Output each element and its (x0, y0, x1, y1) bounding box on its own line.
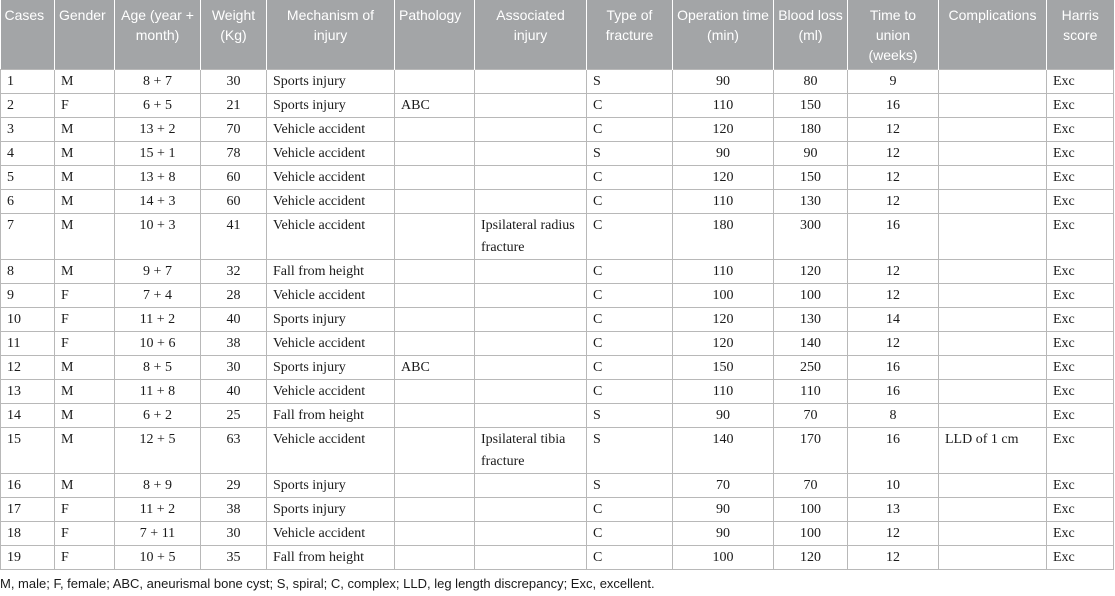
cell-pathology (395, 142, 475, 166)
table-row (1, 308, 1114, 332)
cell-complications (939, 70, 1047, 94)
cell-fracture-type: C (587, 118, 673, 142)
table-body (1, 70, 1114, 570)
cell-mechanism: Vehicle accident (267, 142, 395, 166)
cell-associated-injury (475, 284, 587, 308)
header-operation-time: Operation time (min) (673, 0, 774, 70)
cell-blood-loss: 300 (774, 214, 848, 260)
cell-complications (939, 404, 1047, 428)
cell-fracture-type: S (587, 404, 673, 428)
cell-weight: 70 (201, 118, 267, 142)
cell-pathology (395, 118, 475, 142)
cell-gender: F (55, 498, 115, 522)
header-row (1, 0, 1114, 70)
table-row (1, 166, 1114, 190)
cell-gender: F (55, 94, 115, 118)
cell-case: 4 (1, 142, 55, 166)
table-row (1, 498, 1114, 522)
cell-blood-loss: 80 (774, 70, 848, 94)
cell-fracture-type: C (587, 380, 673, 404)
cell-fracture-type: C (587, 332, 673, 356)
cell-blood-loss: 100 (774, 284, 848, 308)
header-time-to-union: Time to union (weeks) (848, 0, 939, 70)
cell-fracture-type: C (587, 166, 673, 190)
cell-harris-score: Exc (1047, 546, 1114, 570)
cell-operation-time: 90 (673, 522, 774, 546)
cell-case: 5 (1, 166, 55, 190)
header-weight: Weight (Kg) (201, 0, 267, 70)
cell-harris-score: Exc (1047, 522, 1114, 546)
cell-age: 7 + 11 (115, 522, 201, 546)
cell-fracture-type: C (587, 356, 673, 380)
cell-case: 3 (1, 118, 55, 142)
cell-harris-score: Exc (1047, 214, 1114, 260)
cell-gender: M (55, 356, 115, 380)
cell-complications (939, 308, 1047, 332)
table-row (1, 260, 1114, 284)
cell-case: 11 (1, 332, 55, 356)
cell-blood-loss: 100 (774, 522, 848, 546)
cell-gender: M (55, 142, 115, 166)
cell-blood-loss: 90 (774, 142, 848, 166)
cell-complications (939, 214, 1047, 260)
header-mechanism: Mechanism of injury (267, 0, 395, 70)
cell-operation-time: 110 (673, 380, 774, 404)
cell-associated-injury (475, 118, 587, 142)
cell-case: 1 (1, 70, 55, 94)
header-gender: Gender (55, 0, 115, 70)
cell-fracture-type: S (587, 70, 673, 94)
cell-age: 11 + 8 (115, 380, 201, 404)
table-row (1, 522, 1114, 546)
cell-time-to-union: 16 (848, 356, 939, 380)
cell-time-to-union: 16 (848, 94, 939, 118)
cell-case: 16 (1, 474, 55, 498)
cell-blood-loss: 120 (774, 260, 848, 284)
cell-age: 7 + 4 (115, 284, 201, 308)
cell-associated-injury (475, 380, 587, 404)
cell-pathology (395, 498, 475, 522)
cell-fracture-type: C (587, 94, 673, 118)
cell-gender: M (55, 214, 115, 260)
table-row (1, 546, 1114, 570)
header-fracture-type: Type of fracture (587, 0, 673, 70)
cell-complications: LLD of 1 cm (939, 428, 1047, 474)
cell-gender: F (55, 308, 115, 332)
cell-weight: 63 (201, 428, 267, 474)
cell-operation-time: 120 (673, 118, 774, 142)
cell-pathology (395, 380, 475, 404)
cell-mechanism: Sports injury (267, 498, 395, 522)
cell-associated-injury (475, 546, 587, 570)
cell-pathology (395, 190, 475, 214)
cell-case: 19 (1, 546, 55, 570)
cell-gender: F (55, 332, 115, 356)
cell-harris-score: Exc (1047, 166, 1114, 190)
cell-complications (939, 332, 1047, 356)
cell-fracture-type: C (587, 214, 673, 260)
cell-complications (939, 380, 1047, 404)
cell-blood-loss: 100 (774, 498, 848, 522)
table-row (1, 118, 1114, 142)
cell-complications (939, 118, 1047, 142)
cell-operation-time: 110 (673, 94, 774, 118)
header-complications: Complications (939, 0, 1047, 70)
cell-case: 10 (1, 308, 55, 332)
cell-age: 6 + 5 (115, 94, 201, 118)
cell-complications (939, 94, 1047, 118)
table-row (1, 70, 1114, 94)
cell-harris-score: Exc (1047, 474, 1114, 498)
cell-operation-time: 100 (673, 546, 774, 570)
cell-fracture-type: S (587, 428, 673, 474)
cell-associated-injury (475, 94, 587, 118)
cell-complications (939, 546, 1047, 570)
cell-associated-injury: Ipsilateral radius fracture (475, 214, 587, 260)
cell-weight: 32 (201, 260, 267, 284)
cell-fracture-type: C (587, 308, 673, 332)
cell-complications (939, 166, 1047, 190)
cell-gender: M (55, 428, 115, 474)
cell-gender: M (55, 260, 115, 284)
cell-case: 17 (1, 498, 55, 522)
header-cases: Cases (1, 0, 55, 70)
cell-time-to-union: 12 (848, 190, 939, 214)
cell-blood-loss: 170 (774, 428, 848, 474)
cell-operation-time: 150 (673, 356, 774, 380)
cell-gender: F (55, 284, 115, 308)
cell-mechanism: Vehicle accident (267, 332, 395, 356)
cell-time-to-union: 12 (848, 332, 939, 356)
cell-weight: 30 (201, 356, 267, 380)
cell-blood-loss: 110 (774, 380, 848, 404)
cell-age: 15 + 1 (115, 142, 201, 166)
cell-mechanism: Fall from height (267, 546, 395, 570)
header-associated-injury: Associated injury (475, 0, 587, 70)
cell-gender: M (55, 404, 115, 428)
table-row (1, 474, 1114, 498)
cell-operation-time: 90 (673, 404, 774, 428)
cell-mechanism: Fall from height (267, 404, 395, 428)
cell-blood-loss: 130 (774, 190, 848, 214)
cell-time-to-union: 12 (848, 546, 939, 570)
cell-associated-injury (475, 474, 587, 498)
cell-pathology (395, 522, 475, 546)
cell-time-to-union: 16 (848, 380, 939, 404)
cell-gender: M (55, 166, 115, 190)
cell-time-to-union: 9 (848, 70, 939, 94)
cell-harris-score: Exc (1047, 94, 1114, 118)
cell-time-to-union: 12 (848, 166, 939, 190)
cell-weight: 29 (201, 474, 267, 498)
cell-complications (939, 474, 1047, 498)
cell-complications (939, 190, 1047, 214)
cell-complications (939, 522, 1047, 546)
cell-pathology: ABC (395, 356, 475, 380)
cell-harris-score: Exc (1047, 260, 1114, 284)
cell-blood-loss: 70 (774, 474, 848, 498)
cell-age: 10 + 6 (115, 332, 201, 356)
cell-age: 13 + 8 (115, 166, 201, 190)
cell-associated-injury (475, 190, 587, 214)
cell-time-to-union: 12 (848, 522, 939, 546)
cell-case: 8 (1, 260, 55, 284)
table-row (1, 428, 1114, 474)
cell-case: 18 (1, 522, 55, 546)
table-row (1, 142, 1114, 166)
cell-associated-injury (475, 166, 587, 190)
cell-age: 8 + 7 (115, 70, 201, 94)
cell-time-to-union: 12 (848, 260, 939, 284)
cell-gender: M (55, 190, 115, 214)
cell-harris-score: Exc (1047, 332, 1114, 356)
cell-associated-injury (475, 522, 587, 546)
cell-mechanism: Sports injury (267, 70, 395, 94)
cell-weight: 60 (201, 190, 267, 214)
cell-associated-injury (475, 498, 587, 522)
cell-associated-injury: Ipsilateral tibia fracture (475, 428, 587, 474)
table-row (1, 284, 1114, 308)
cell-mechanism: Fall from height (267, 260, 395, 284)
cell-associated-injury (475, 356, 587, 380)
cell-operation-time: 70 (673, 474, 774, 498)
table-row (1, 94, 1114, 118)
table-row (1, 380, 1114, 404)
cell-operation-time: 120 (673, 332, 774, 356)
cell-complications (939, 498, 1047, 522)
cell-blood-loss: 150 (774, 166, 848, 190)
cell-blood-loss: 120 (774, 546, 848, 570)
cell-gender: F (55, 546, 115, 570)
cell-fracture-type: S (587, 474, 673, 498)
cell-weight: 30 (201, 70, 267, 94)
cell-associated-injury (475, 260, 587, 284)
cell-age: 14 + 3 (115, 190, 201, 214)
cell-time-to-union: 10 (848, 474, 939, 498)
cell-age: 6 + 2 (115, 404, 201, 428)
cell-operation-time: 90 (673, 142, 774, 166)
header-harris-score: Harris score (1047, 0, 1114, 70)
header-blood-loss: Blood loss (ml) (774, 0, 848, 70)
cell-mechanism: Vehicle accident (267, 380, 395, 404)
cell-weight: 41 (201, 214, 267, 260)
cell-operation-time: 180 (673, 214, 774, 260)
cell-harris-score: Exc (1047, 284, 1114, 308)
header-age: Age (year + month) (115, 0, 201, 70)
cell-gender: M (55, 118, 115, 142)
cell-mechanism: Sports injury (267, 474, 395, 498)
cell-complications (939, 284, 1047, 308)
cell-age: 10 + 5 (115, 546, 201, 570)
cell-associated-injury (475, 142, 587, 166)
cell-age: 8 + 5 (115, 356, 201, 380)
cell-pathology (395, 546, 475, 570)
cell-blood-loss: 150 (774, 94, 848, 118)
cell-harris-score: Exc (1047, 498, 1114, 522)
cell-operation-time: 120 (673, 166, 774, 190)
cell-operation-time: 140 (673, 428, 774, 474)
cell-case: 7 (1, 214, 55, 260)
cell-pathology (395, 332, 475, 356)
table-row (1, 404, 1114, 428)
cell-time-to-union: 13 (848, 498, 939, 522)
cell-weight: 38 (201, 332, 267, 356)
cell-harris-score: Exc (1047, 428, 1114, 474)
cell-complications (939, 142, 1047, 166)
cell-weight: 35 (201, 546, 267, 570)
cell-fracture-type: C (587, 522, 673, 546)
cell-gender: M (55, 474, 115, 498)
cell-fracture-type: S (587, 142, 673, 166)
cell-blood-loss: 180 (774, 118, 848, 142)
cell-age: 12 + 5 (115, 428, 201, 474)
cell-case: 13 (1, 380, 55, 404)
cell-weight: 38 (201, 498, 267, 522)
cell-weight: 40 (201, 380, 267, 404)
table-row (1, 214, 1114, 260)
cell-associated-injury (475, 70, 587, 94)
cell-age: 8 + 9 (115, 474, 201, 498)
cell-harris-score: Exc (1047, 142, 1114, 166)
cell-pathology (395, 474, 475, 498)
cell-operation-time: 100 (673, 284, 774, 308)
cell-operation-time: 90 (673, 70, 774, 94)
cell-case: 14 (1, 404, 55, 428)
cell-complications (939, 260, 1047, 284)
cell-operation-time: 110 (673, 260, 774, 284)
cell-pathology: ABC (395, 94, 475, 118)
cell-case: 9 (1, 284, 55, 308)
cell-mechanism: Sports injury (267, 356, 395, 380)
cell-harris-score: Exc (1047, 190, 1114, 214)
cell-time-to-union: 8 (848, 404, 939, 428)
cell-pathology (395, 70, 475, 94)
cell-harris-score: Exc (1047, 404, 1114, 428)
cell-fracture-type: C (587, 190, 673, 214)
cell-age: 13 + 2 (115, 118, 201, 142)
cell-fracture-type: C (587, 260, 673, 284)
cell-associated-injury (475, 404, 587, 428)
cell-associated-injury (475, 332, 587, 356)
cell-harris-score: Exc (1047, 70, 1114, 94)
cell-fracture-type: C (587, 546, 673, 570)
cell-time-to-union: 14 (848, 308, 939, 332)
cell-gender: F (55, 522, 115, 546)
cell-time-to-union: 12 (848, 118, 939, 142)
cell-time-to-union: 16 (848, 214, 939, 260)
cell-blood-loss: 130 (774, 308, 848, 332)
cell-mechanism: Vehicle accident (267, 284, 395, 308)
cell-harris-score: Exc (1047, 118, 1114, 142)
cell-operation-time: 120 (673, 308, 774, 332)
cell-operation-time: 90 (673, 498, 774, 522)
cell-gender: M (55, 70, 115, 94)
cell-case: 2 (1, 94, 55, 118)
cell-pathology (395, 260, 475, 284)
cell-harris-score: Exc (1047, 380, 1114, 404)
cell-blood-loss: 250 (774, 356, 848, 380)
cell-blood-loss: 140 (774, 332, 848, 356)
cell-mechanism: Sports injury (267, 308, 395, 332)
cell-case: 6 (1, 190, 55, 214)
cell-case: 15 (1, 428, 55, 474)
cell-weight: 78 (201, 142, 267, 166)
cell-time-to-union: 16 (848, 428, 939, 474)
cell-weight: 30 (201, 522, 267, 546)
cell-associated-injury (475, 308, 587, 332)
cell-fracture-type: C (587, 284, 673, 308)
cell-age: 11 + 2 (115, 308, 201, 332)
cell-weight: 25 (201, 404, 267, 428)
cell-pathology (395, 166, 475, 190)
cell-complications (939, 356, 1047, 380)
header-pathology: Pathology (395, 0, 475, 70)
cell-mechanism: Vehicle accident (267, 522, 395, 546)
cell-pathology (395, 404, 475, 428)
cell-time-to-union: 12 (848, 284, 939, 308)
cell-mechanism: Vehicle accident (267, 428, 395, 474)
cell-weight: 21 (201, 94, 267, 118)
table-row (1, 356, 1114, 380)
cell-pathology (395, 214, 475, 260)
cell-blood-loss: 70 (774, 404, 848, 428)
cell-case: 12 (1, 356, 55, 380)
cell-mechanism: Vehicle accident (267, 166, 395, 190)
cell-mechanism: Sports injury (267, 94, 395, 118)
table-row (1, 332, 1114, 356)
cell-pathology (395, 428, 475, 474)
cell-mechanism: Vehicle accident (267, 214, 395, 260)
cell-age: 11 + 2 (115, 498, 201, 522)
cell-harris-score: Exc (1047, 308, 1114, 332)
cell-pathology (395, 308, 475, 332)
cell-fracture-type: C (587, 498, 673, 522)
cell-weight: 40 (201, 308, 267, 332)
cell-pathology (395, 284, 475, 308)
cell-operation-time: 110 (673, 190, 774, 214)
cell-mechanism: Vehicle accident (267, 118, 395, 142)
cell-age: 10 + 3 (115, 214, 201, 260)
cell-age: 9 + 7 (115, 260, 201, 284)
cell-harris-score: Exc (1047, 356, 1114, 380)
cell-time-to-union: 12 (848, 142, 939, 166)
table-row (1, 190, 1114, 214)
cell-weight: 28 (201, 284, 267, 308)
cell-mechanism: Vehicle accident (267, 190, 395, 214)
cell-gender: M (55, 380, 115, 404)
table-footnote: M, male; F, female; ABC, aneurismal bone cyst; S, spiral; C, complex; LLD, leg length discrepancy; Exc, excellent. (0, 576, 655, 591)
cell-weight: 60 (201, 166, 267, 190)
